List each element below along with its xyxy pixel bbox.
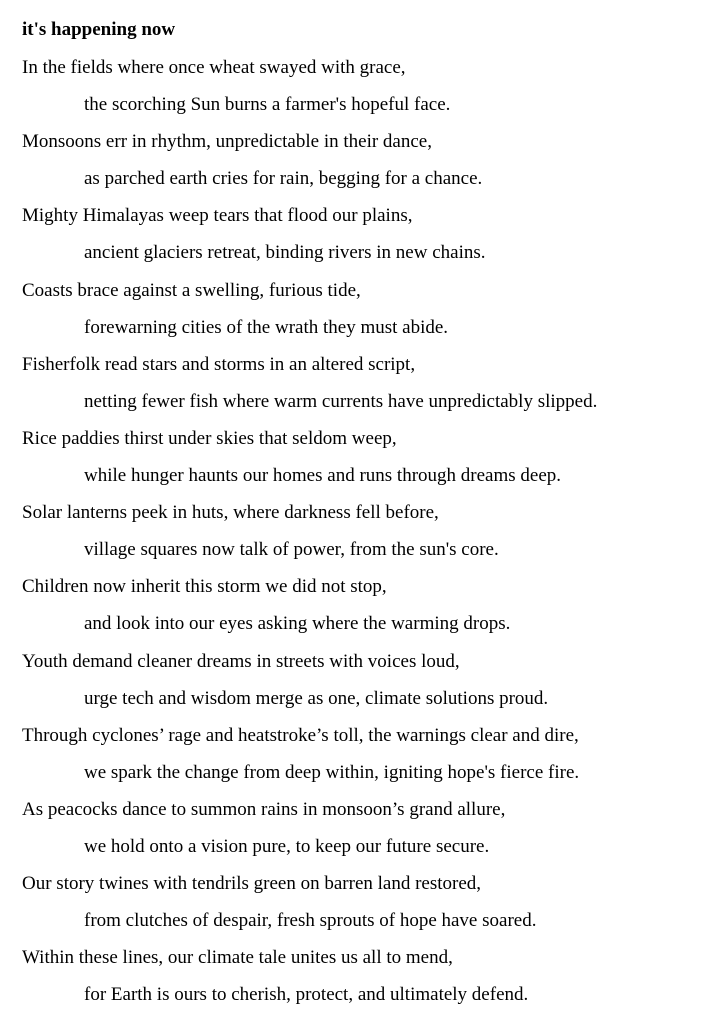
poem-line: Youth demand cleaner dreams in streets with voices loud, [22, 650, 460, 672]
poem-line: In the fields where once wheat swayed with grace, [22, 57, 406, 78]
poem-line: village squares now talk of power, from the sun's core. [84, 539, 499, 561]
poem-line: Fisherfolk read stars and storms in an altered script, [22, 353, 416, 375]
poem-line: and look into our eyes asking where the warming drops. [84, 613, 511, 635]
poem-title: it's happening now [22, 19, 176, 40]
poem-line: Coasts brace against a swelling, furious tide, [22, 279, 361, 301]
poem-line: the scorching Sun burns a farmer's hopeful face. [84, 94, 451, 116]
poem-line: Rice paddies thirst under skies that seldom weep, [22, 427, 397, 449]
poem-line: Children now inherit this storm we did not stop, [22, 576, 387, 598]
poem-line: urge tech and wisdom merge as one, climate solutions proud. [84, 687, 549, 709]
poem-line: from clutches of despair, fresh sprouts of hope have soared. [84, 910, 537, 932]
poem-line: Our story twines with tendrils green on barren land restored, [22, 873, 482, 895]
poem-line: Solar lanterns peek in huts, where darkness fell before, [22, 502, 439, 524]
poem-line: we spark the change from deep within, igniting hope's fierce fire. [84, 761, 580, 783]
poem-line: Within these lines, our climate tale unites us all to mend, [22, 947, 453, 969]
poem-line: Mighty Himalayas weep tears that flood our plains, [22, 205, 413, 227]
poem-line: forewarning cities of the wrath they must abide. [84, 316, 449, 338]
poem-line: As peacocks dance to summon rains in monsoon’s grand allure, [22, 798, 506, 820]
poem-line: Through cyclones’ rage and heatstroke’s toll, the warnings clear and dire, [22, 724, 579, 746]
poem-line: ancient glaciers retreat, binding rivers in new chains. [84, 242, 486, 264]
poem-line: netting fewer fish where warm currents have unpredictably slipped. [84, 390, 598, 412]
poem-line: while hunger haunts our homes and runs through dreams deep. [84, 465, 562, 487]
poem [22, 16, 702, 1018]
poem-line: for Earth is ours to cherish, protect, and ultimately defend. [84, 984, 529, 1006]
poem-line: Monsoons err in rhythm, unpredictable in their dance, [22, 131, 432, 153]
poem-line: we hold onto a vision pure, to keep our future secure. [84, 835, 490, 857]
poem-line: as parched earth cries for rain, begging for a chance. [84, 168, 483, 190]
